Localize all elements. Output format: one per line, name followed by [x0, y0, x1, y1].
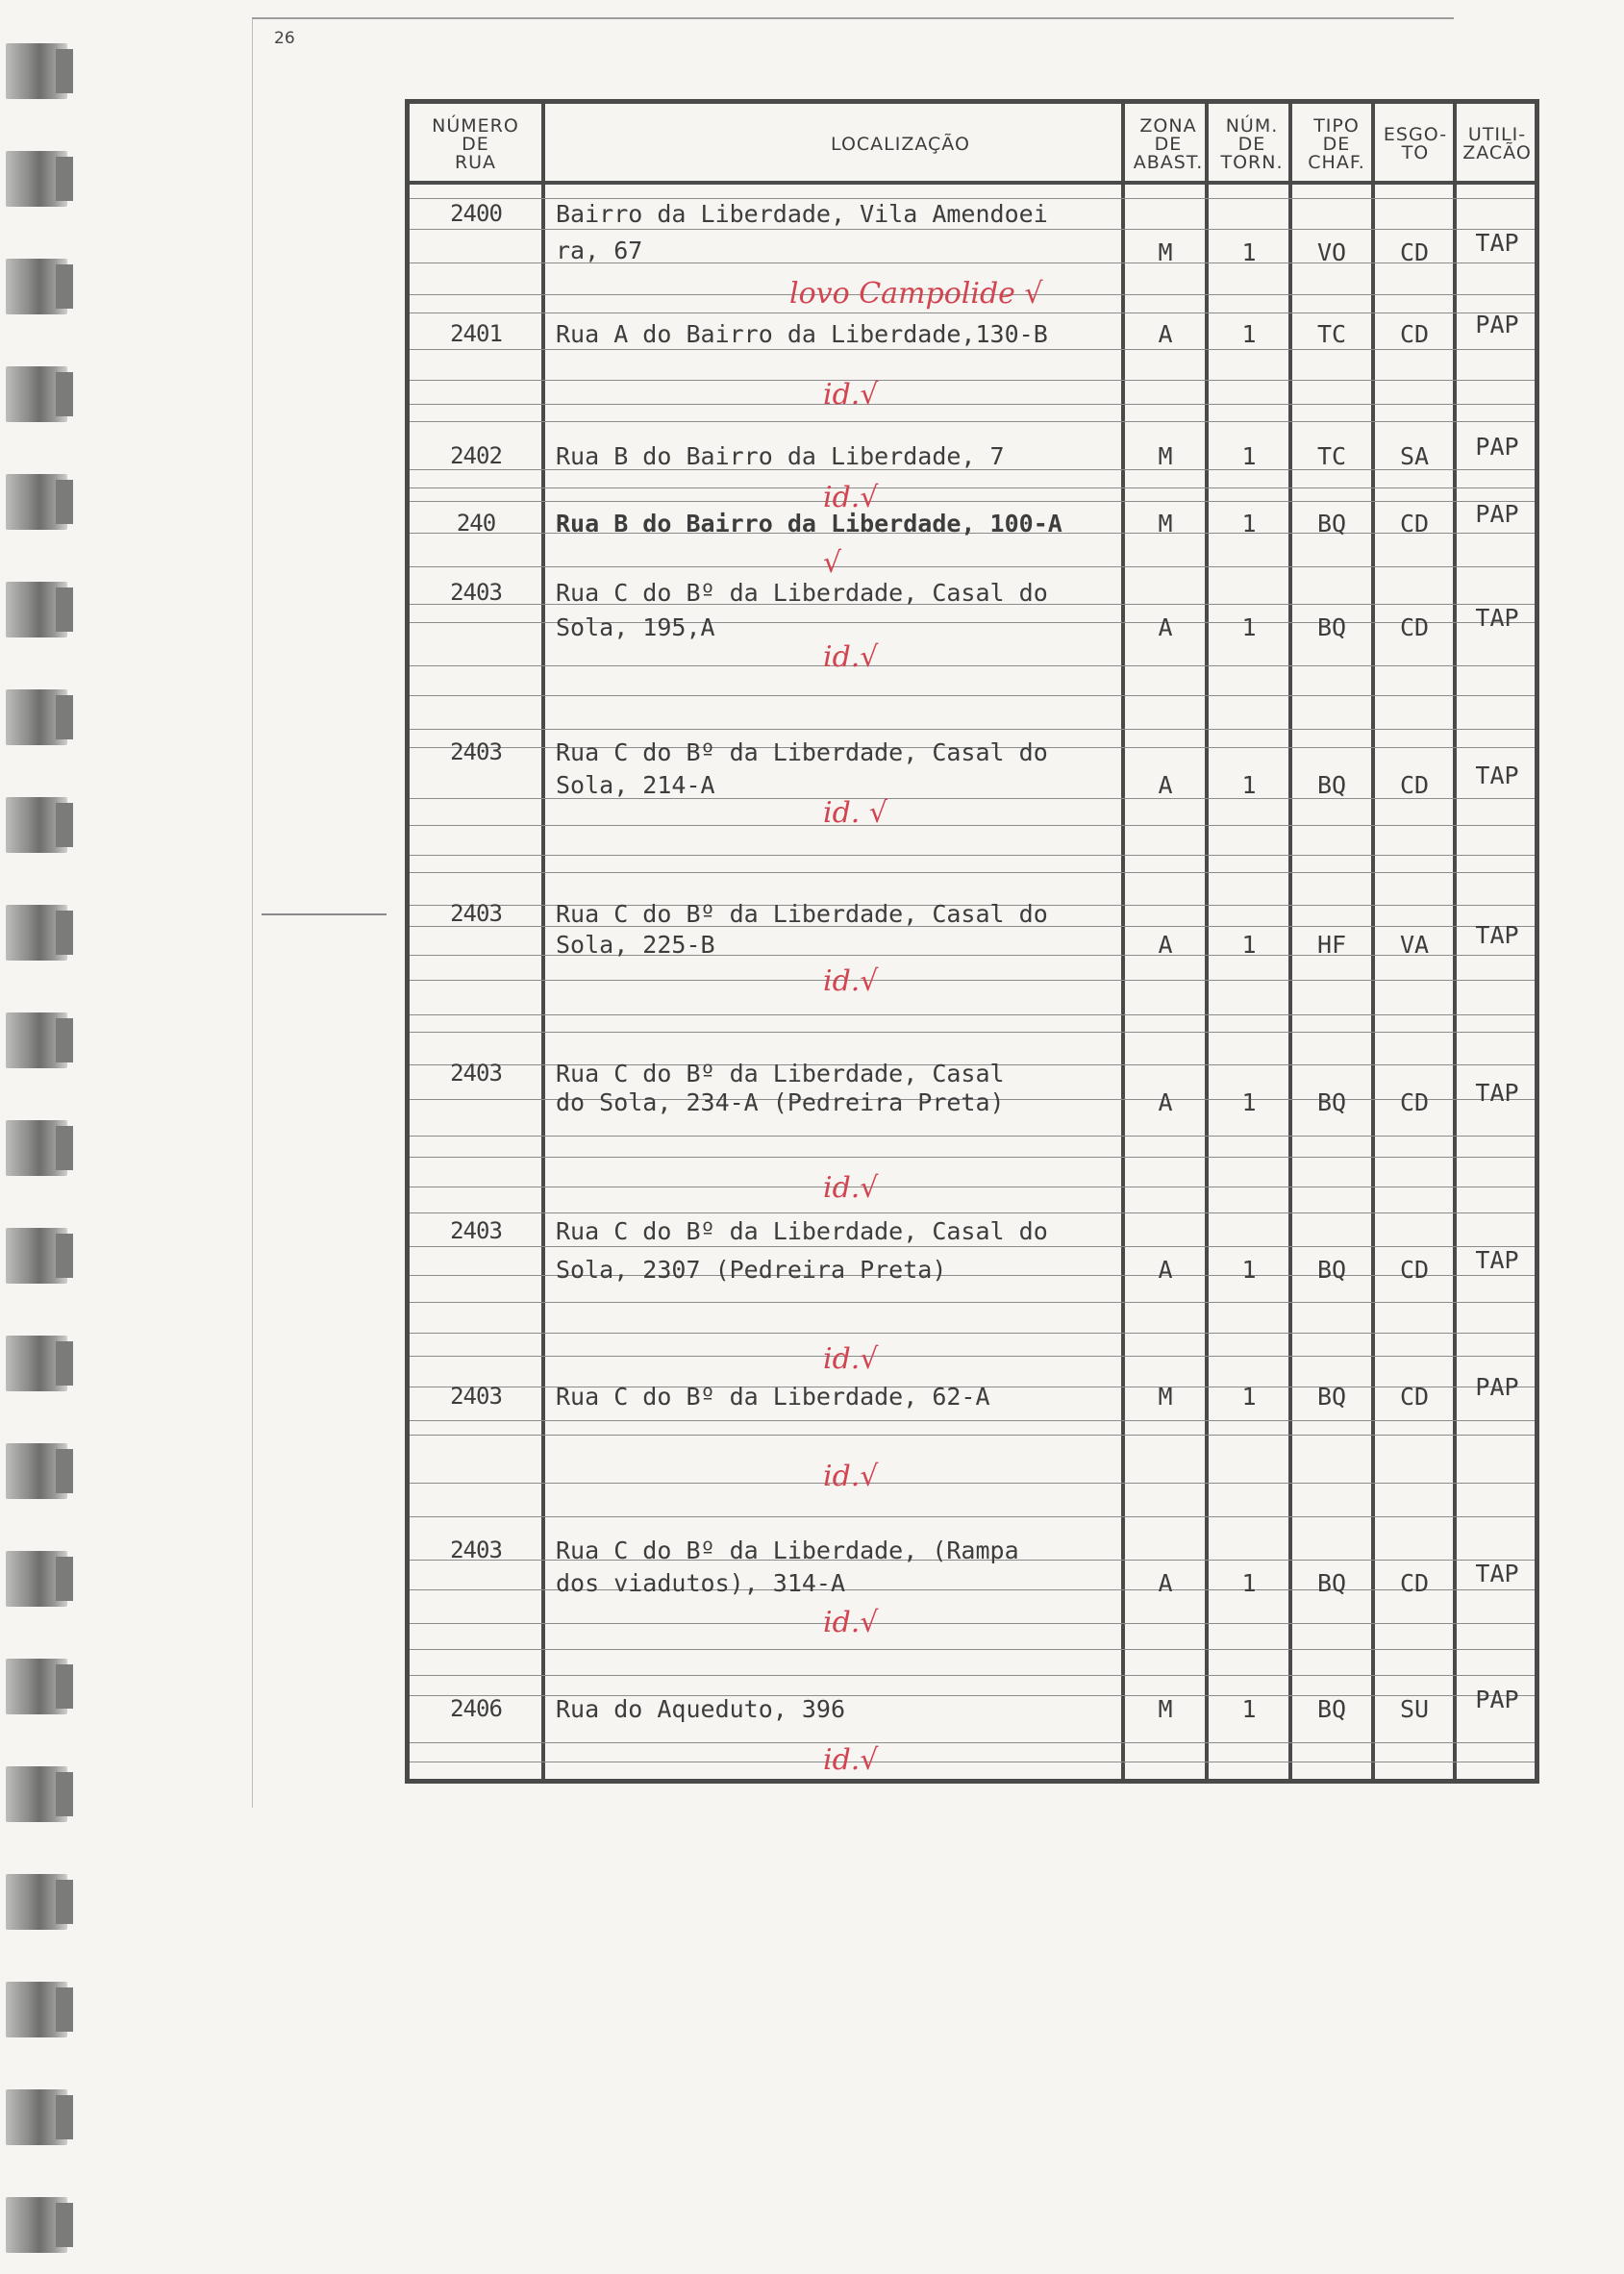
binding-hole	[6, 1659, 67, 1714]
binding-hole	[6, 1982, 67, 2037]
handwritten-annotation: id.√	[823, 1171, 879, 1205]
ruled-line	[410, 695, 1535, 696]
sewer-cell: CD	[1399, 238, 1430, 266]
usage-cell: PAP	[1475, 311, 1519, 338]
street-number: 2401	[450, 320, 502, 347]
sewer-cell: CD	[1399, 510, 1430, 537]
binding-hole	[6, 2197, 67, 2253]
ruled-line	[410, 729, 1535, 730]
ruled-line	[410, 1333, 1535, 1334]
header-zona: ZONA DE ABAST.	[1133, 114, 1204, 173]
ruled-line	[410, 566, 1535, 567]
spiral-binding	[0, 0, 77, 2274]
ruled-line	[410, 421, 1535, 422]
fountain-type-cell: BQ	[1316, 1383, 1347, 1411]
ruled-line	[410, 404, 1535, 405]
ruled-line	[410, 229, 1535, 230]
handwritten-annotation: id.√	[823, 640, 879, 674]
ruled-line	[410, 1212, 1535, 1213]
handwritten-annotation: id. √	[823, 796, 887, 830]
usage-cell: PAP	[1475, 500, 1519, 528]
ruled-line	[410, 1623, 1535, 1624]
street-number: 240	[456, 510, 496, 537]
zone-cell: M	[1158, 238, 1173, 266]
zone-cell: A	[1158, 1088, 1173, 1116]
ruled-line	[410, 1032, 1535, 1033]
fountain-type-cell: BQ	[1316, 1569, 1347, 1597]
ruled-line	[410, 487, 1535, 488]
fountain-type-cell: BQ	[1316, 613, 1347, 641]
sewer-cell: CD	[1399, 613, 1430, 641]
location-line: Rua C do Bº da Liberdade, Casal do	[556, 900, 1048, 928]
binding-hole	[6, 366, 67, 422]
faucets-cell: 1	[1241, 320, 1257, 348]
street-number: 2402	[450, 442, 502, 469]
margin-mark	[262, 913, 387, 915]
location-line: Sola, 195,A	[556, 613, 715, 641]
location-line: Rua C do Bº da Liberdade, Casal	[556, 1060, 1005, 1087]
street-number: 2403	[450, 1060, 502, 1087]
sewer-cell: SA	[1399, 442, 1430, 470]
ruled-line	[410, 349, 1535, 350]
header-esgoto: ESGO- TO	[1383, 124, 1448, 163]
header-numero: NÚMERO DE RUA	[432, 114, 519, 173]
fountain-type-cell: BQ	[1316, 510, 1347, 537]
faucets-cell: 1	[1241, 771, 1257, 799]
ruled-line	[410, 825, 1535, 826]
sewer-cell: SU	[1399, 1695, 1430, 1723]
location-line: Rua C do Bº da Liberdade, (Rampa	[556, 1537, 1019, 1564]
binding-hole	[6, 1336, 67, 1391]
zone-cell: A	[1158, 771, 1173, 799]
ruled-line	[410, 1157, 1535, 1158]
faucets-cell: 1	[1241, 1383, 1257, 1411]
handwritten-annotation: √	[823, 546, 842, 580]
location-line: Rua C do Bº da Liberdade, Casal do	[556, 738, 1048, 766]
usage-cell: TAP	[1475, 1246, 1519, 1274]
zone-cell: M	[1158, 442, 1173, 470]
column-divider	[541, 104, 545, 1779]
header-tipo: TIPO DE CHAF.	[1308, 114, 1365, 173]
ruled-line	[410, 1246, 1535, 1247]
location-line: Rua A do Bairro da Liberdade,130-B	[556, 320, 1048, 348]
binding-hole	[6, 1551, 67, 1607]
zone-cell: A	[1158, 1569, 1173, 1597]
street-number: 2403	[450, 1217, 502, 1244]
zone-cell: A	[1158, 931, 1173, 959]
fountain-type-cell: VO	[1316, 238, 1347, 266]
location-line: Rua do Aqueduto, 396	[556, 1695, 846, 1723]
ruled-line	[410, 1356, 1535, 1357]
usage-cell: TAP	[1475, 229, 1519, 257]
handwritten-annotation: id.√	[823, 1460, 879, 1493]
binding-hole	[6, 1120, 67, 1176]
binding-hole	[6, 259, 67, 314]
header-localizacao: LOCALIZAÇÃO	[831, 133, 970, 155]
usage-cell: TAP	[1475, 1560, 1519, 1587]
sewer-cell: VA	[1399, 931, 1430, 959]
handwritten-annotation: id.√	[823, 964, 879, 998]
ruled-line	[410, 1420, 1535, 1421]
sewer-cell: CD	[1399, 1256, 1430, 1284]
location-line: Bairro da Liberdade, Vila Amendoei	[556, 200, 1048, 228]
ruled-line	[410, 1675, 1535, 1676]
fountain-type-cell: TC	[1316, 320, 1347, 348]
location-line: ra, 67	[556, 237, 643, 264]
zone-cell: M	[1158, 1695, 1173, 1723]
binding-hole	[6, 1228, 67, 1284]
location-line: dos viadutos), 314-A	[556, 1569, 846, 1597]
ruled-line	[410, 198, 1535, 199]
ruled-line	[410, 1649, 1535, 1650]
street-number: 2403	[450, 579, 502, 606]
binding-hole	[6, 1874, 67, 1930]
top-rule	[252, 17, 1454, 19]
binding-hole	[6, 797, 67, 853]
binding-hole	[6, 582, 67, 637]
location-line: do Sola, 234-A (Pedreira Preta)	[556, 1088, 1005, 1116]
zone-cell: M	[1158, 1383, 1173, 1411]
margin-line	[252, 19, 253, 1808]
binding-hole	[6, 474, 67, 530]
ruled-line	[410, 1483, 1535, 1484]
ruled-line	[410, 1516, 1535, 1517]
handwritten-annotation: id.√	[823, 481, 879, 514]
street-number: 2406	[450, 1695, 502, 1722]
sewer-cell: CD	[1399, 771, 1430, 799]
usage-cell: PAP	[1475, 1373, 1519, 1401]
faucets-cell: 1	[1241, 1695, 1257, 1723]
faucets-cell: 1	[1241, 238, 1257, 266]
zone-cell: A	[1158, 320, 1173, 348]
faucets-cell: 1	[1241, 613, 1257, 641]
location-line: Sola, 214-A	[556, 771, 715, 799]
ruled-line	[410, 1014, 1535, 1015]
handwritten-annotation: id.√	[823, 378, 879, 412]
faucets-cell: 1	[1241, 510, 1257, 537]
fountain-type-cell: BQ	[1316, 1088, 1347, 1116]
ruled-line	[410, 1742, 1535, 1743]
sewer-cell: CD	[1399, 1569, 1430, 1597]
binding-hole	[6, 151, 67, 207]
location-line: Rua C do Bº da Liberdade, Casal do	[556, 579, 1048, 607]
ruled-line	[410, 665, 1535, 666]
zone-cell: M	[1158, 510, 1173, 537]
location-line: Sola, 2307 (Pedreira Preta)	[556, 1256, 947, 1284]
sewer-cell: CD	[1399, 1088, 1430, 1116]
ruled-line	[410, 501, 1535, 502]
binding-hole	[6, 905, 67, 961]
binding-hole	[6, 1766, 67, 1822]
zone-cell: A	[1158, 613, 1173, 641]
location-line: Rua C do Bº da Liberdade, Casal do	[556, 1217, 1048, 1245]
usage-cell: TAP	[1475, 762, 1519, 789]
location-line: Rua C do Bº da Liberdade, 62-A	[556, 1383, 990, 1411]
binding-hole	[6, 689, 67, 745]
street-number: 2403	[450, 900, 502, 927]
header-utilizacao: UTILI- ZACÃO	[1462, 124, 1532, 163]
street-number: 2403	[450, 738, 502, 765]
ruled-line	[410, 980, 1535, 981]
location-line: Rua B do Bairro da Liberdade, 7	[556, 442, 1005, 470]
faucets-cell: 1	[1241, 1569, 1257, 1597]
handwritten-annotation: id.√	[823, 1342, 879, 1376]
ruled-line	[410, 380, 1535, 381]
fountain-type-cell: BQ	[1316, 1695, 1347, 1723]
ruled-line	[410, 312, 1535, 313]
binding-hole	[6, 1443, 67, 1499]
ruled-line	[410, 872, 1535, 873]
usage-cell: PAP	[1475, 1686, 1519, 1713]
usage-cell: TAP	[1475, 1079, 1519, 1107]
usage-cell: TAP	[1475, 604, 1519, 632]
ruled-line	[410, 1302, 1535, 1303]
sewer-cell: CD	[1399, 1383, 1430, 1411]
ruled-line	[410, 855, 1535, 856]
fountain-type-cell: TC	[1316, 442, 1347, 470]
table-header	[410, 104, 1535, 185]
street-number: 2403	[450, 1537, 502, 1563]
fountain-type-cell: BQ	[1316, 1256, 1347, 1284]
fountain-type-cell: HF	[1316, 931, 1347, 959]
handwritten-annotation: id.√	[823, 1606, 879, 1639]
street-number: 2400	[450, 200, 502, 227]
handwritten-annotation: lovo Campolide √	[789, 277, 1043, 311]
zone-cell: A	[1158, 1256, 1173, 1284]
location-line: Rua B do Bairro da Liberdade, 100-A	[556, 510, 1062, 537]
faucets-cell: 1	[1241, 442, 1257, 470]
header-num-torn: NÚM. DE TORN.	[1220, 114, 1284, 173]
binding-hole	[6, 2089, 67, 2145]
binding-hole	[6, 43, 67, 99]
faucets-cell: 1	[1241, 931, 1257, 959]
handwritten-annotation: id.√	[823, 1743, 879, 1777]
water-fountain-table	[405, 99, 1539, 1784]
ruled-line	[410, 1435, 1535, 1436]
street-number: 2403	[450, 1383, 502, 1410]
binding-hole	[6, 1012, 67, 1068]
faucets-cell: 1	[1241, 1256, 1257, 1284]
ruled-line	[410, 1136, 1535, 1137]
location-line: Sola, 225-B	[556, 931, 715, 959]
fountain-type-cell: BQ	[1316, 771, 1347, 799]
faucets-cell: 1	[1241, 1088, 1257, 1116]
page-number: 26	[274, 29, 295, 48]
sewer-cell: CD	[1399, 320, 1430, 348]
usage-cell: TAP	[1475, 921, 1519, 949]
usage-cell: PAP	[1475, 433, 1519, 461]
